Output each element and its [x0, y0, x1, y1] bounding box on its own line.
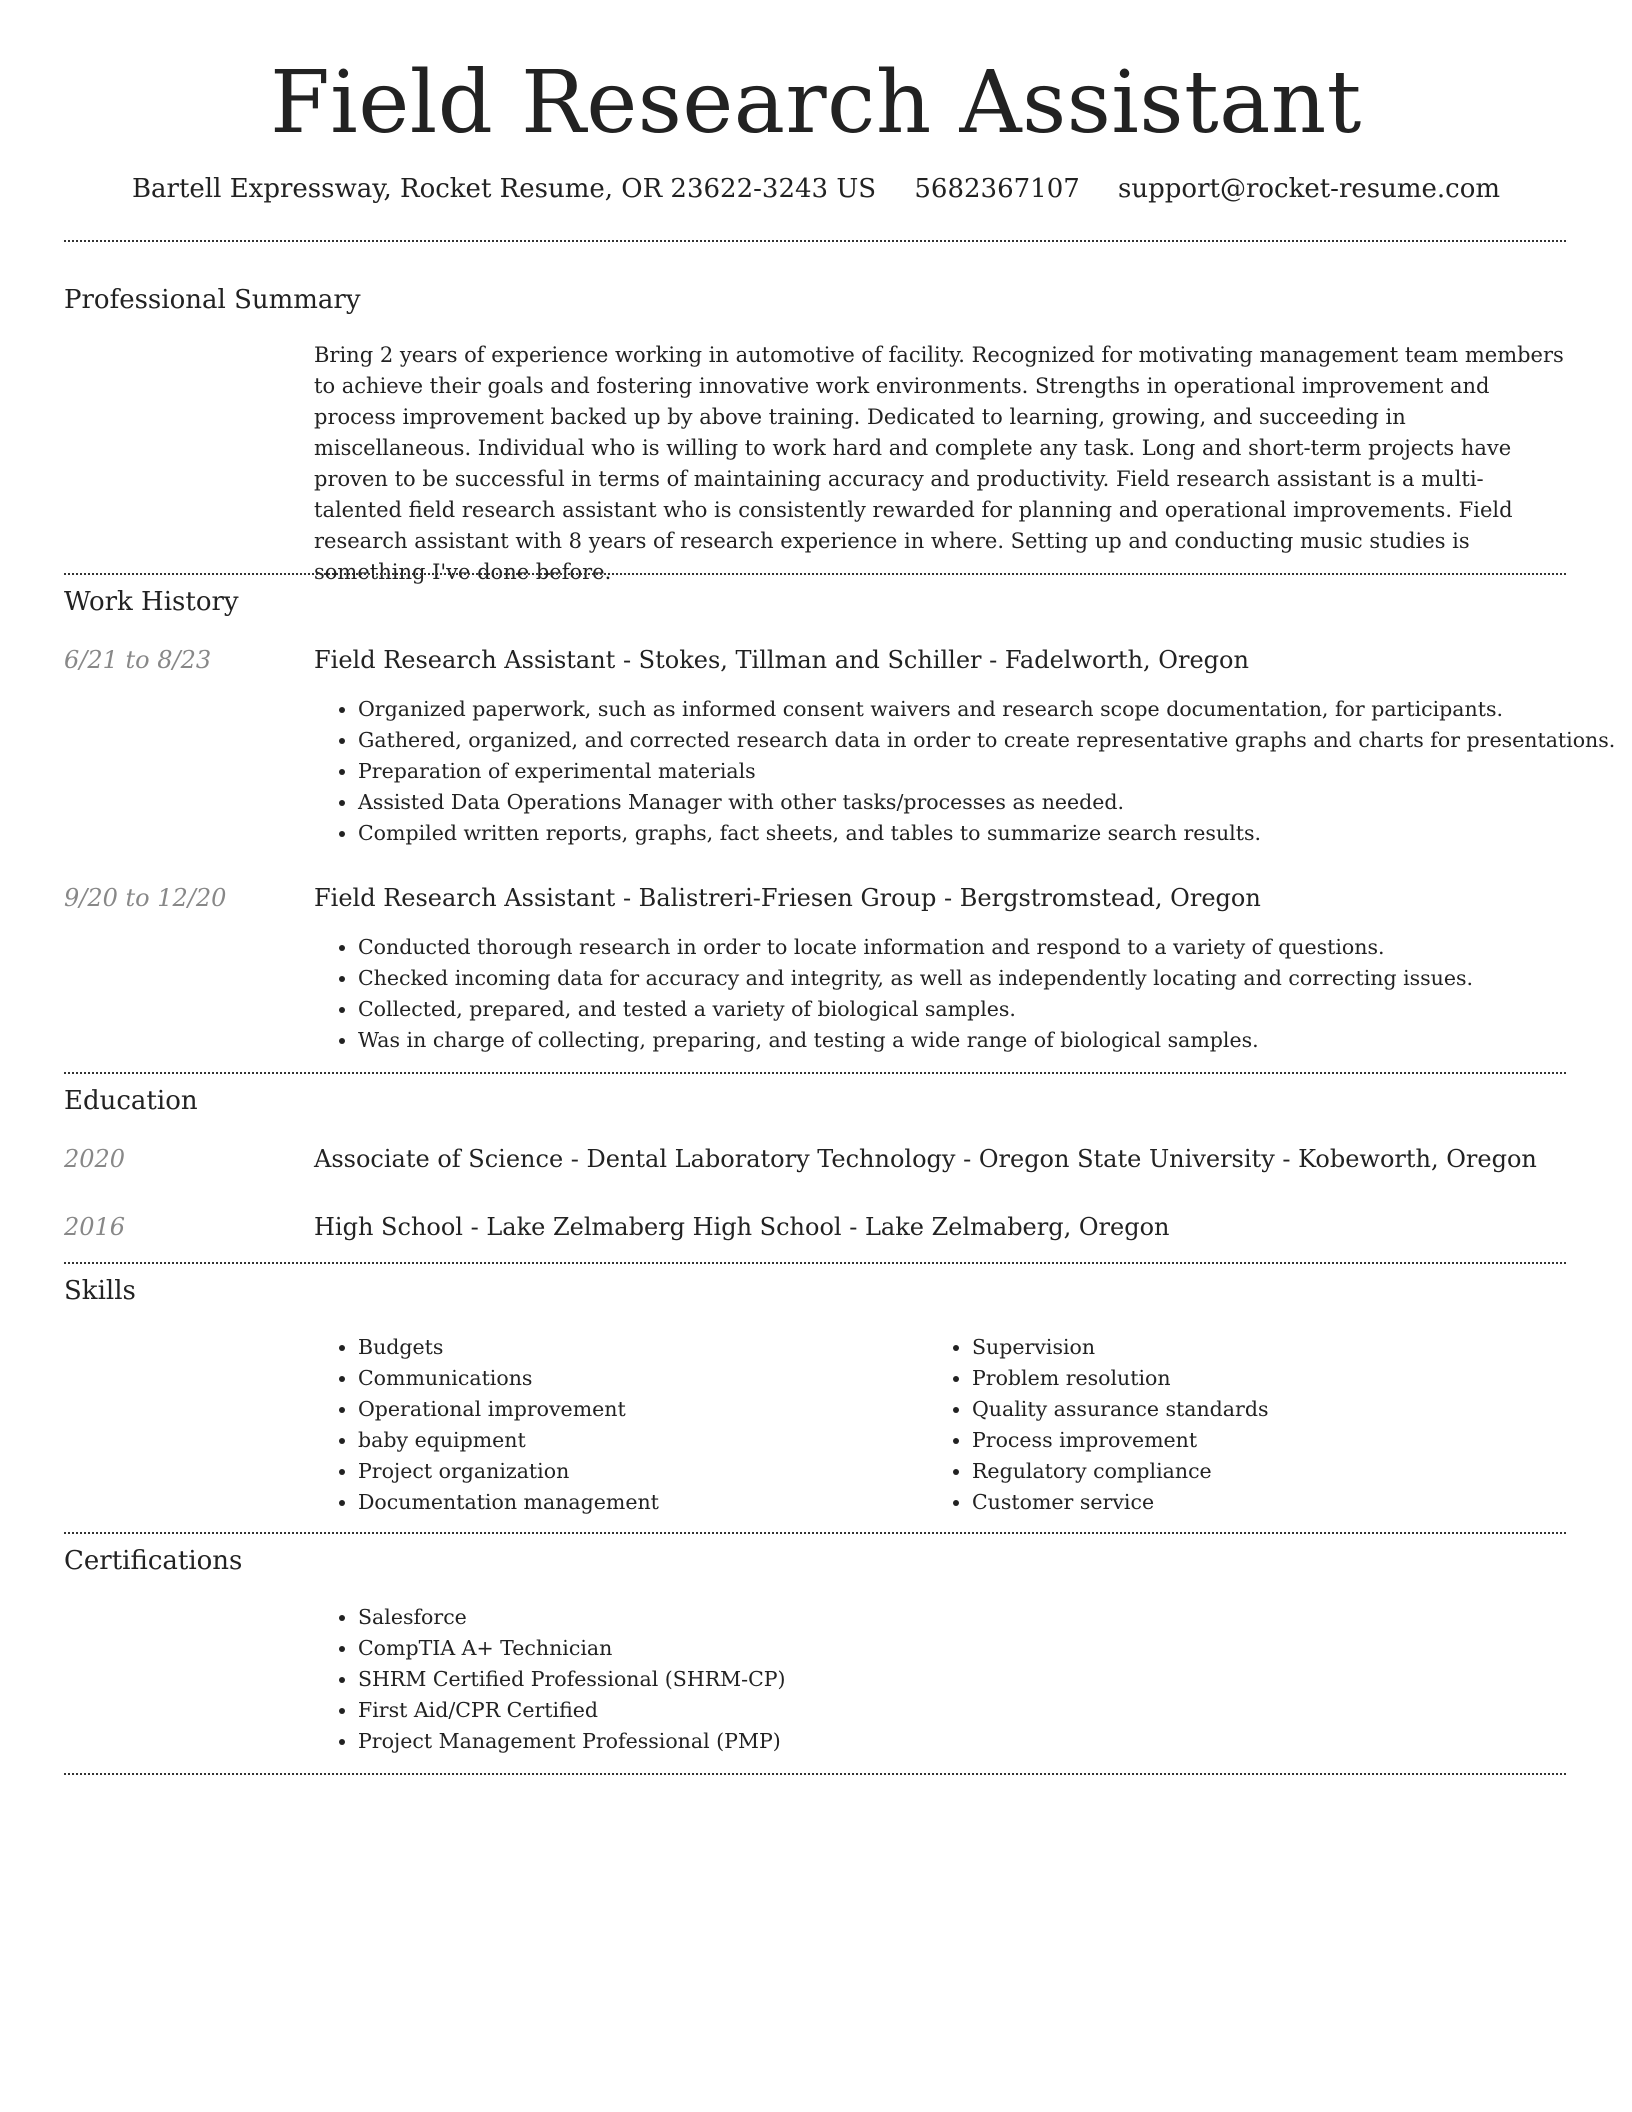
skill-item: • Project organization — [358, 1456, 659, 1487]
certifications-heading: Certifications — [64, 1546, 243, 1576]
certifications-list — [314, 1602, 786, 1757]
certification-item: • Salesforce — [358, 1602, 786, 1633]
candidate-name: Field Research Assistant — [270, 53, 1362, 153]
section-divider — [64, 1532, 1566, 1534]
skills-heading: Skills — [64, 1276, 136, 1306]
certification-item: • SHRM Certified Professional (SHRM-CP) — [358, 1664, 786, 1695]
job-heading — [314, 643, 1249, 677]
section-divider — [64, 1262, 1566, 1264]
skill-item: • Regulatory compliance — [972, 1456, 1268, 1487]
education-entry — [314, 1142, 1537, 1176]
skills-list-left — [314, 1332, 659, 1518]
job-bullet: • Collected, prepared, and tested a variety of biological samples. — [358, 994, 1473, 1025]
job-bullet: • Was in charge of collecting, preparing, and testing a wide range of biological samples. — [358, 1025, 1473, 1056]
contact-address: Bartell Expressway, Rocket Resume, OR 23622-3243 US — [131, 174, 877, 204]
education-details: - Lake Zelmaberg High School - Lake Zelmaberg, Oregon — [462, 1213, 1170, 1241]
job-details: - Balistreri-Friesen Group - Bergstromstead, Oregon — [615, 884, 1261, 912]
education-degree: Associate of Science - Dental Laboratory Technology — [314, 1145, 956, 1173]
skill-item: • Problem resolution — [972, 1363, 1268, 1394]
skill-item: • Quality assurance standards — [972, 1394, 1268, 1425]
skill-item: • Process improvement — [972, 1425, 1268, 1456]
section-divider — [64, 1072, 1566, 1074]
certification-item: • CompTIA A+ Technician — [358, 1633, 786, 1664]
job-bullet: • Organized paperwork, such as informed consent waivers and research scope documentation, for participants. — [358, 694, 1615, 725]
skill-item: • baby equipment — [358, 1425, 659, 1456]
job-dates: 6/21 to 8/23 — [64, 646, 212, 674]
job-bullet: • Gathered, organized, and corrected research data in order to create representative graphs and charts for presentations. — [358, 725, 1615, 756]
education-year: 2020 — [64, 1145, 126, 1173]
skills-list-right — [928, 1332, 1268, 1518]
job-bullet: • Preparation of experimental materials — [358, 756, 1615, 787]
job-bullets — [314, 932, 1473, 1056]
education-entry — [314, 1210, 1169, 1244]
skill-item: • Budgets — [358, 1332, 659, 1363]
section-divider — [64, 1773, 1566, 1775]
contact-email: support@rocket-resume.com — [1118, 174, 1501, 204]
education-year: 2016 — [64, 1213, 126, 1241]
job-bullets — [314, 694, 1615, 849]
skill-item: • Supervision — [972, 1332, 1268, 1363]
job-bullet: • Compiled written reports, graphs, fact sheets, and tables to summarize search results. — [358, 818, 1615, 849]
contact-line — [0, 171, 1632, 207]
job-title: Field Research Assistant — [314, 646, 616, 674]
skill-item: • Communications — [358, 1363, 659, 1394]
summary-heading: Professional Summary — [64, 285, 361, 315]
summary-text: Bring 2 years of experience working in automotive of facility. Recognized for motivating management team members to achieve their goals and fostering innovative work environments. Strengths in operational improvement and process improvement backed up by above training. Dedicated to learning, growing, and succeeding in miscellaneous. Individual who is willing to work hard and complete any task. Long and short-term projects have proven to be successful in terms of maintaining accuracy and productivity. Field research assistant is a multi-talented field research assistant who is consistently rewarded for planning and operational improvements. Field research assistant with 8 years of research experience in where. Setting up and conducting music studies is something I've done before. — [314, 343, 1564, 584]
education-details: - Oregon State University - Kobeworth, Oregon — [955, 1145, 1537, 1173]
section-divider — [64, 240, 1566, 242]
section-divider — [64, 573, 1566, 575]
work-history-heading: Work History — [64, 587, 239, 617]
job-bullet: • Checked incoming data for accuracy and integrity, as well as independently locating and correcting issues. — [358, 963, 1473, 994]
contact-phone: 5682367107 — [914, 174, 1080, 204]
certification-item: • Project Management Professional (PMP) — [358, 1726, 786, 1757]
education-heading: Education — [64, 1086, 198, 1116]
job-details: - Stokes, Tillman and Schiller - Fadelworth, Oregon — [615, 646, 1249, 674]
skill-item: • Documentation management — [358, 1487, 659, 1518]
skill-item: • Customer service — [972, 1487, 1268, 1518]
job-title: Field Research Assistant — [314, 884, 616, 912]
job-heading — [314, 881, 1261, 915]
education-degree: High School — [314, 1213, 463, 1241]
job-dates: 9/20 to 12/20 — [64, 884, 227, 912]
skill-item: • Operational improvement — [358, 1394, 659, 1425]
job-bullet: • Assisted Data Operations Manager with other tasks/processes as needed. — [358, 787, 1615, 818]
certification-item: • First Aid/CPR Certified — [358, 1695, 786, 1726]
job-bullet: • Conducted thorough research in order to locate information and respond to a variety of questions. — [358, 932, 1473, 963]
